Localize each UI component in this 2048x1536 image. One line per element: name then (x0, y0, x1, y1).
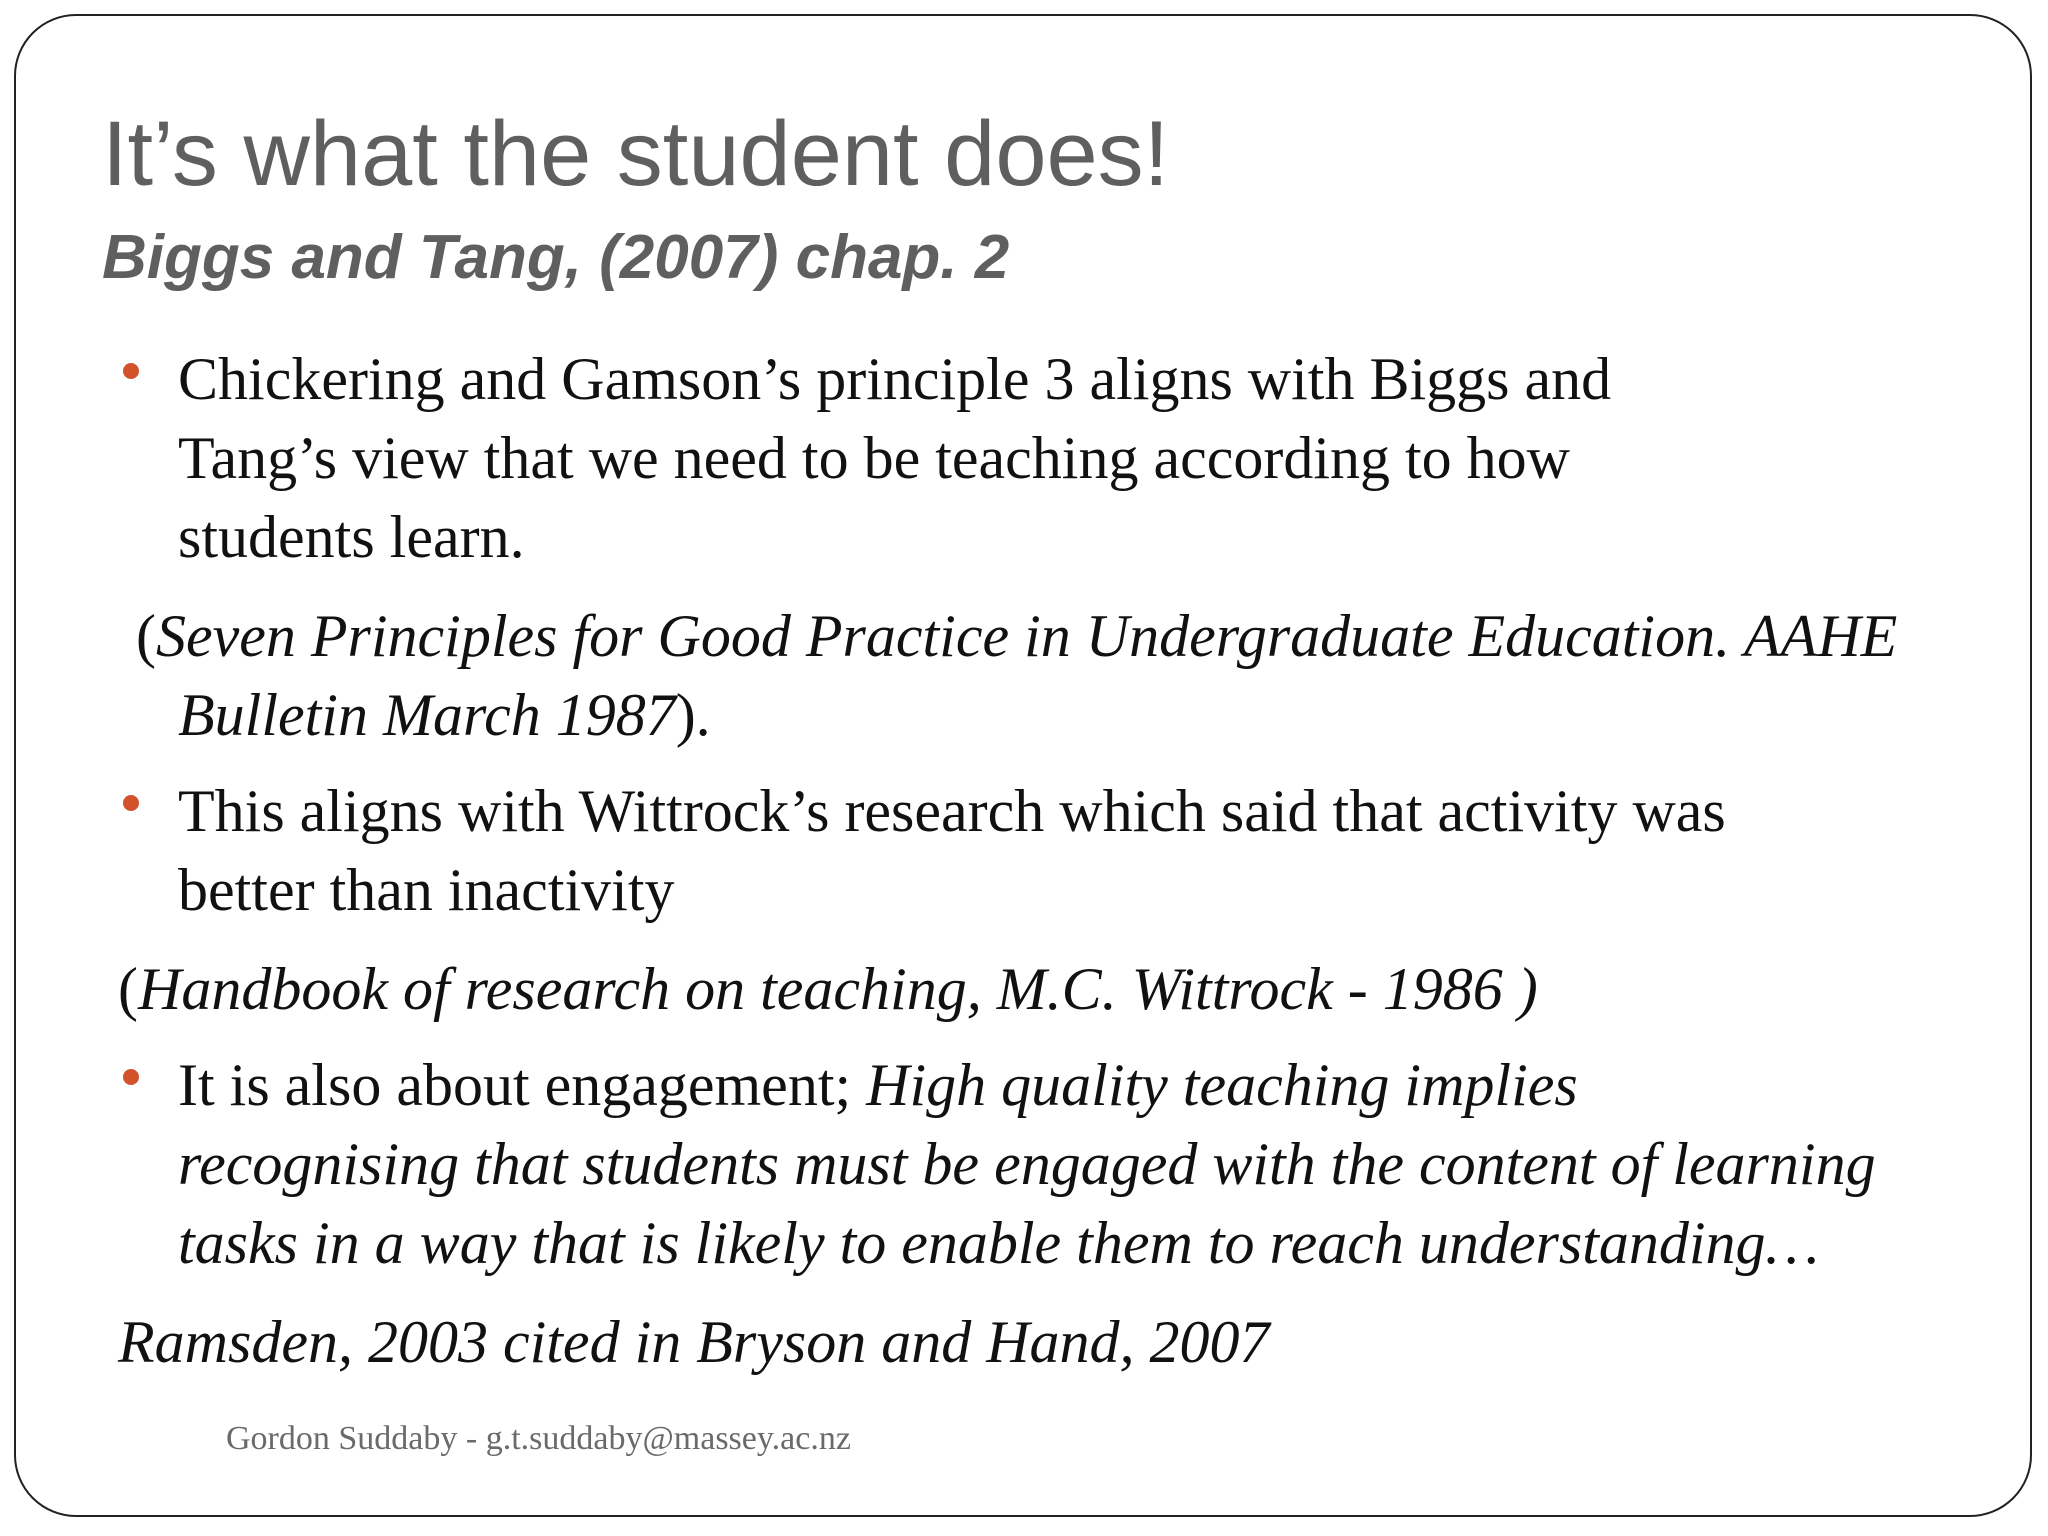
bullet-3-icon (123, 1069, 139, 1085)
citation-1-line-1 (136, 597, 1897, 676)
bullet-2-line-2: better than inactivity (178, 857, 675, 923)
slide-footer: Gordon Suddaby - g.t.suddaby@massey.ac.nz (226, 1420, 851, 1457)
citation-1-title: Seven Principles for Good Practice in Undergraduate Education. AAHE (155, 603, 1898, 669)
citation-1-line-2 (178, 676, 711, 755)
bullet-1-line-1: Chickering and Gamson’s principle 3 aligns with Biggs and (178, 346, 1612, 412)
bullet-2-icon (123, 795, 139, 811)
citation-1-close: ). (675, 682, 711, 748)
citation-2-open: ( (118, 956, 138, 1022)
citation-1-open: ( (136, 603, 156, 669)
bullet-3-line-3: tasks in a way that is likely to enable them to reach understanding… (178, 1210, 1819, 1276)
bullet-3-line-2: recognising that students must be engaged with the content of learning (178, 1131, 1876, 1197)
bullet-1-line-3: students learn. (178, 504, 525, 570)
bullet-2-line-1: This aligns with Wittrock’s research which said that activity was (178, 778, 1726, 844)
citation-2-text: Handbook of research on teaching, M.C. Wittrock - 1986 ) (137, 956, 1538, 1022)
bullet-1-line-2: Tang’s view that we need to be teaching according to how (178, 425, 1571, 491)
citation-2 (118, 950, 1538, 1029)
slide-title: It’s what the student does! (102, 103, 1170, 205)
slide-subtitle: Biggs and Tang, (2007) chap. 2 (102, 223, 1010, 292)
bullet-3-lead: It is also about engagement; (178, 1052, 867, 1118)
bullet-3-line-1 (178, 1046, 1578, 1125)
bullet-3-quote-start: High quality teaching implies (866, 1052, 1578, 1118)
citation-3: Ramsden, 2003 cited in Bryson and Hand, 2007 (118, 1309, 1270, 1375)
bullet-1-icon (123, 363, 139, 379)
citation-1-source: Bulletin March 1987 (178, 682, 676, 748)
